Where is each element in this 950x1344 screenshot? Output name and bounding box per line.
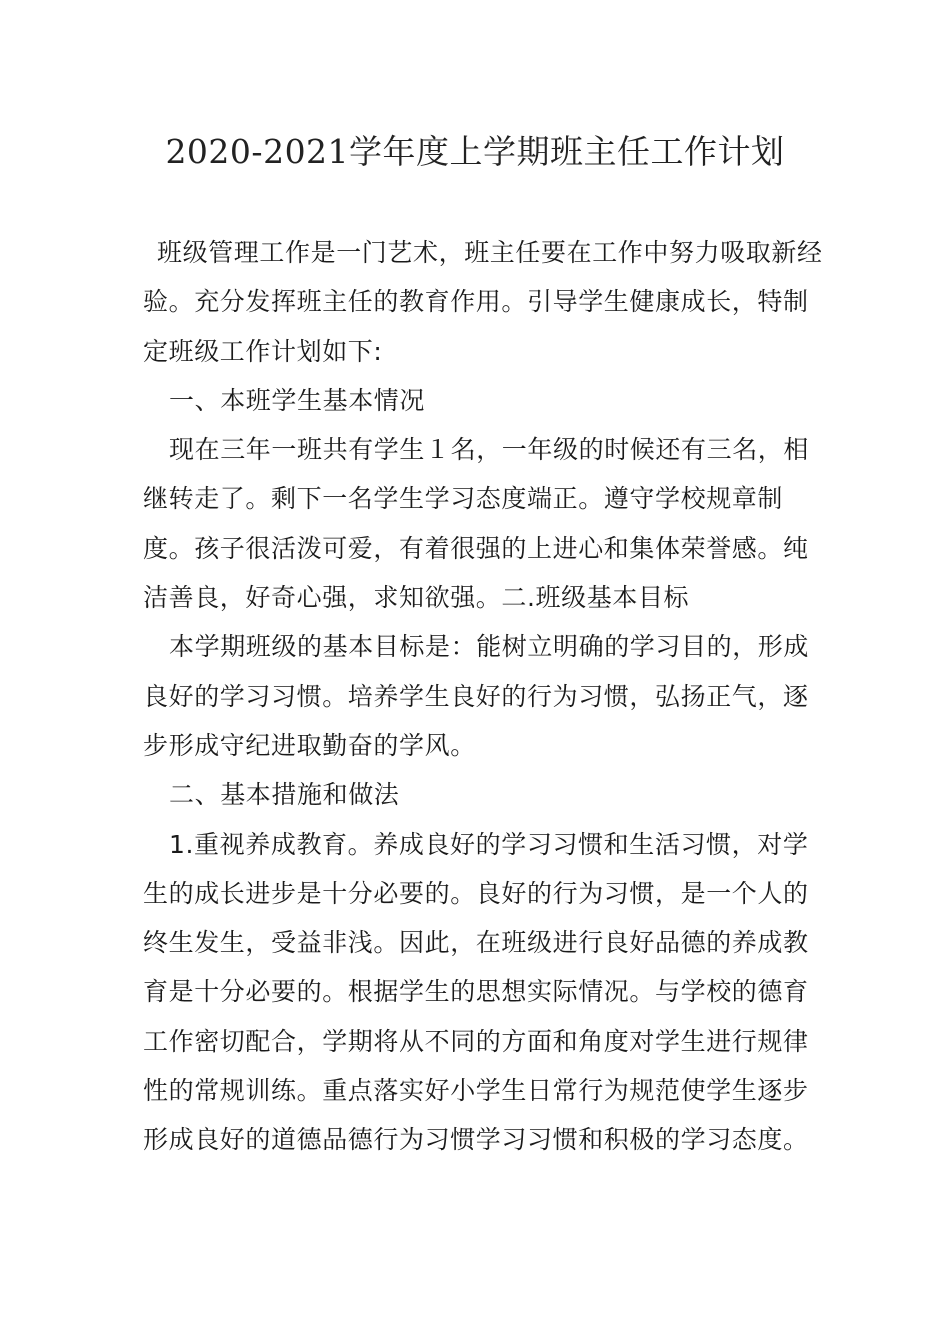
document-body	[143, 228, 833, 1165]
measures-paragraph: 1.重视养成教育。养成良好的学习习惯和生活习惯，对学生的成长进步是十分必要的。良好的行为习惯，是一个人的终生发生，受益非浅。因此，在班级进行良好品德的养成教育是十分必要的。根据学生的思想实际情况。与学校的德育工作密切配合，学期将从不同的方面和角度对学生进行规律性的常规训练。重点落实好小学生日常行为规范使学生逐步形成良好的道德品德行为习惯学习习惯和积极的学习态度。	[143, 829, 809, 1155]
intro-paragraph: 班级管理工作是一门艺术，班主任要在工作中努力吸取新经验。充分发挥班主任的教育作用。引导学生健康成长，特制定班级工作计划如下:	[143, 238, 823, 366]
document-title: 2020-2021学年度上学期班主任工作计划	[165, 132, 785, 171]
class-goal-paragraph: 本学期班级的基本目标是：能树立明确的学习目的，形成良好的学习习惯。培养学生良好的行为习惯，弘扬正气，逐步形成守纪进取勤奋的学风。	[143, 632, 810, 760]
section-heading-class-situation: 一、本班学生基本情况	[169, 385, 426, 415]
class-situation-paragraph: 现在三年一班共有学生１名，一年级的时候还有三名，相继转走了。剩下一名学生学习态度端正。遵守学校规章制度。孩子很活泼可爱，有着很强的上进心和集体荣誉感。纯洁善良，好奇心强，求知欲强。二.班级基本目标	[143, 435, 810, 613]
section-heading-measures: 二、基本措施和做法	[169, 780, 400, 810]
